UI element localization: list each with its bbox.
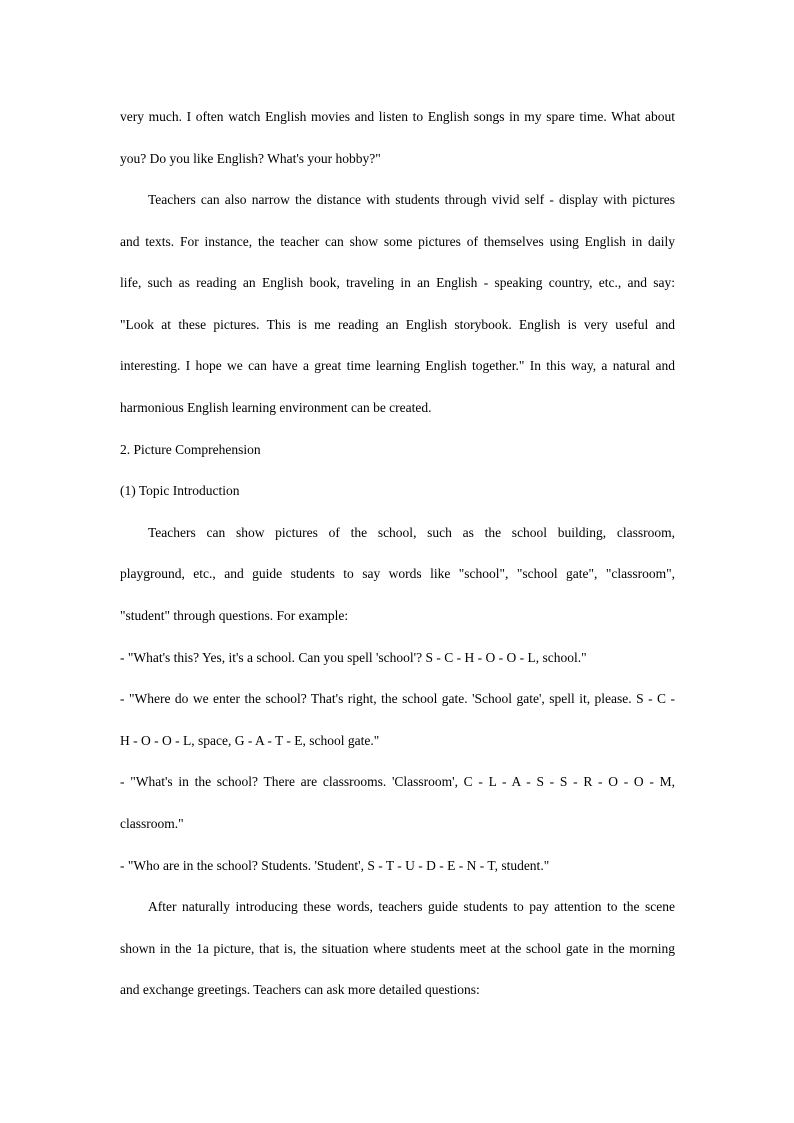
- text-line: "student" through questions. For example:: [120, 608, 349, 623]
- text-line: playground, etc., and guide students to say words like "school", "school gate", "classroom",: [120, 566, 675, 581]
- dialogue-line: - "Where do we enter the school? That's right, the school gate. 'School gate', spell it, please. S - C -: [120, 691, 675, 706]
- text-line: interesting. I hope we can have a great time learning English together." In this way, a natural and: [120, 358, 675, 373]
- text-line: harmonious English learning environment can be created.: [120, 400, 432, 415]
- dialogue-line: - "What's this? Yes, it's a school. Can you spell 'school'? S - C - H - O - O - L, school.": [120, 650, 587, 665]
- section-heading: 2. Picture Comprehension: [120, 442, 261, 457]
- text-line: life, such as reading an English book, traveling in an English - speaking country, etc., and say:: [120, 275, 675, 290]
- text-line: and texts. For instance, the teacher can show some pictures of themselves using English in daily: [120, 234, 675, 249]
- text-line: shown in the 1a picture, that is, the situation where students meet at the school gate in the morning: [120, 941, 675, 956]
- text-line: very much. I often watch English movies and listen to English songs in my spare time. What about: [120, 109, 675, 124]
- subsection-heading: (1) Topic Introduction: [120, 483, 240, 498]
- text-line: "Look at these pictures. This is me reading an English storybook. English is very useful and: [120, 317, 675, 332]
- text-line: you? Do you like English? What's your hobby?": [120, 151, 381, 166]
- dialogue-line: classroom.": [120, 816, 184, 831]
- dialogue-line: - "What's in the school? There are classrooms. 'Classroom', C - L - A - S - S - R - O - O - M,: [120, 774, 675, 789]
- dialogue-line: - "Who are in the school? Students. 'Student', S - T - U - D - E - N - T, student.": [120, 858, 550, 873]
- paragraph-first-line: After naturally introducing these words, teachers guide students to pay attention to the scene: [148, 899, 675, 914]
- dialogue-line: H - O - O - L, space, G - A - T - E, school gate.": [120, 733, 380, 748]
- text-line: and exchange greetings. Teachers can ask more detailed questions:: [120, 982, 480, 997]
- paragraph-first-line: Teachers can also narrow the distance with students through vivid self - display with pictures: [148, 192, 675, 207]
- paragraph-first-line: Teachers can show pictures of the school, such as the school building, classroom,: [148, 525, 675, 540]
